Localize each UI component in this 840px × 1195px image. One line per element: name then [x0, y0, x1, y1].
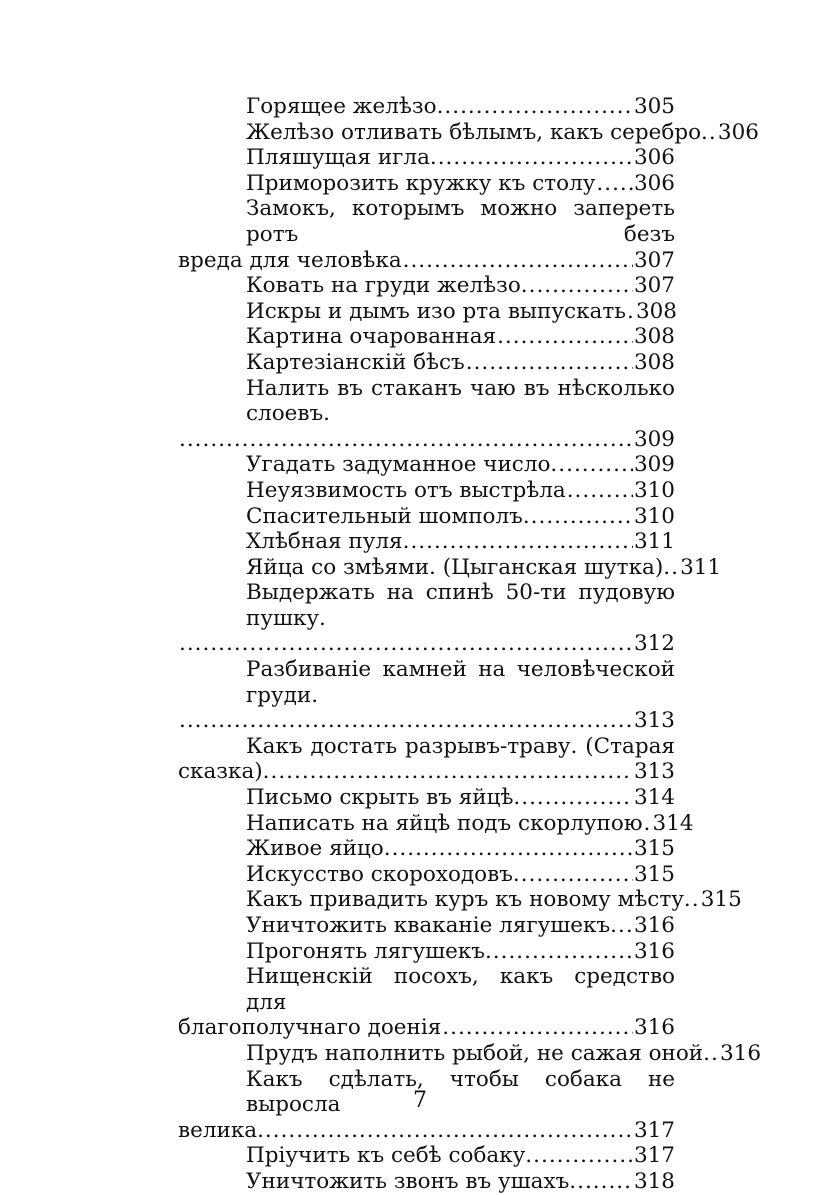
- toc-page-number: 308: [635, 298, 677, 324]
- toc-page-number: 312: [633, 631, 675, 657]
- dot-leader: [403, 248, 633, 274]
- toc-entry-title: Нищенскій посохъ, какъ средство для: [246, 964, 675, 1015]
- toc-entry: [178, 939, 675, 965]
- dot-leader: [521, 862, 633, 888]
- toc-entry: [178, 145, 675, 171]
- toc-entry: [178, 836, 675, 862]
- toc-entry-title: Какъ привадить куръ къ новому мѣсту.: [246, 887, 691, 913]
- dot-leader: [627, 299, 635, 325]
- toc-page-number: 307: [633, 247, 675, 273]
- toc-page-number: 311: [680, 554, 722, 580]
- toc-entry-title: Ковать на груди желѣзо.: [246, 273, 528, 299]
- dot-leader: [692, 887, 700, 913]
- toc-entry-title: Спасительный шомполъ.: [246, 503, 530, 529]
- toc-entry: [178, 376, 675, 453]
- toc-entry-title: велика.: [178, 1117, 264, 1143]
- toc-page-number: 318: [633, 1168, 675, 1194]
- dot-leader: [444, 94, 633, 120]
- dot-leader: [442, 1015, 633, 1041]
- toc-page-number: 317: [633, 1117, 675, 1143]
- dot-leader: [271, 759, 633, 785]
- toc-entry-title: Какъ сдѣлать, чтобы собака не выросла: [246, 1066, 675, 1118]
- toc-page-number: 306: [633, 170, 675, 196]
- toc-entry-title: Хлѣбная пуля.: [246, 529, 410, 555]
- toc-entry-title: Картезіанскій бѣсъ: [246, 349, 465, 375]
- toc-page-number: 316: [719, 1040, 762, 1066]
- toc-entry: [178, 478, 675, 504]
- dot-leader: [179, 631, 633, 657]
- dot-leader: [179, 427, 633, 453]
- toc-entry-title: благополучнаго доенія: [178, 1015, 442, 1041]
- toc-entry-title: Письмо скрыть въ яйцѣ.: [246, 785, 521, 811]
- toc-page-number: 308: [633, 324, 675, 350]
- toc-entry: [178, 1143, 675, 1169]
- dot-leader: [497, 324, 633, 350]
- toc-page-number: 314: [652, 810, 694, 836]
- dot-leader: [709, 120, 717, 146]
- toc-entry: [178, 887, 742, 913]
- toc-entry-title: Горящее желѣзо.: [246, 94, 444, 119]
- toc-page-number: 311: [633, 529, 675, 555]
- toc-page-number: 306: [717, 119, 759, 145]
- toc-entry-title: Уничтожить кваканіе лягушекъ.: [246, 913, 617, 938]
- toc-entry-title: Искусство скороходовъ.: [246, 861, 520, 887]
- toc-entry: [178, 734, 675, 785]
- toc-entry-title: Налить въ стаканъ чаю въ нѣсколько слоевъ.: [246, 375, 675, 427]
- toc-entry: [178, 1040, 762, 1067]
- toc-page-number: 317: [633, 1143, 675, 1169]
- toc-entry-title: Уничтожить звонъ въ ушахъ.: [246, 1168, 577, 1194]
- toc-page-number: 313: [633, 759, 675, 785]
- toc-entry-title: Прогонять лягушекъ.: [246, 938, 492, 964]
- toc-page-number: 309: [633, 426, 675, 452]
- toc-entry-title: Прудъ наполнить рыбой, не сажая оной.: [246, 1040, 710, 1066]
- toc-page-number: 314: [633, 785, 675, 811]
- dot-leader: [529, 273, 633, 299]
- toc-entry-title: Замокъ, которымъ можно запереть ротъ безъ: [246, 196, 675, 247]
- dot-leader: [644, 811, 652, 837]
- toc-entry: [178, 94, 675, 120]
- toc-entry-title: Картина очарованная: [246, 324, 497, 350]
- toc-entry-title: Искры и дымъ изо рта выпускать: [246, 298, 626, 324]
- toc-entry-title: Приморозить кружку къ столу: [246, 170, 596, 196]
- toc-entry-title: сказка).: [178, 759, 270, 785]
- toc-entry: [178, 810, 694, 837]
- toc-page-number: 313: [633, 708, 675, 734]
- dot-leader: [558, 452, 633, 478]
- dot-leader: [671, 555, 679, 581]
- toc-entry: [178, 913, 675, 939]
- toc-entry: [178, 785, 675, 811]
- toc-entry: [178, 529, 675, 555]
- toc-page-number: 310: [633, 503, 675, 529]
- toc-entry: [178, 964, 675, 1041]
- toc-entry-title: Желѣзо отливать бѣлымъ, какъ серебро.: [246, 119, 708, 145]
- toc-page-number: 308: [633, 349, 675, 375]
- table-of-contents: [178, 94, 762, 1195]
- dot-leader: [521, 785, 633, 811]
- dot-leader: [596, 171, 633, 197]
- toc-page-number: 309: [633, 452, 675, 478]
- toc-page-number: 315: [700, 887, 742, 913]
- toc-entry-title: Выдержать на спинѣ 50-ти пудовую пушку.: [246, 580, 675, 631]
- toc-page-number: 307: [633, 273, 675, 299]
- toc-entry-title: Написать на яйцѣ подъ скорлупою: [246, 810, 643, 836]
- toc-entry-title: Какъ достать разрывъ-траву. (Старая: [246, 733, 675, 759]
- toc-entry: [178, 273, 675, 299]
- dot-leader: [493, 939, 633, 965]
- toc-entry: [178, 452, 675, 478]
- dot-leader: [533, 1143, 633, 1169]
- toc-entry: [178, 554, 722, 581]
- dot-leader: [711, 1041, 719, 1067]
- toc-entry-title: Пляшущая игла.: [246, 145, 437, 171]
- dot-leader: [438, 145, 633, 171]
- dot-leader: [466, 350, 633, 376]
- toc-entry-title: Пріучить къ себѣ собаку.: [246, 1143, 533, 1169]
- toc-page-number: 315: [633, 836, 675, 862]
- toc-entry: [178, 171, 675, 197]
- toc-entry: [178, 580, 675, 657]
- toc-page-number: 316: [633, 938, 675, 964]
- toc-entry-title: Неуязвимость отъ выстрѣла: [246, 477, 566, 503]
- toc-entry: [178, 862, 675, 888]
- toc-page-number: 310: [633, 477, 675, 503]
- dot-leader: [179, 708, 633, 734]
- dot-leader: [410, 529, 632, 555]
- toc-entry: [178, 324, 675, 350]
- toc-page-number: 315: [633, 861, 675, 887]
- toc-page-number: 316: [633, 1015, 675, 1041]
- toc-entry: [178, 119, 759, 146]
- dot-leader: [618, 913, 633, 939]
- toc-entry: [178, 657, 675, 734]
- dot-leader: [392, 836, 633, 862]
- toc-entry: [178, 504, 675, 530]
- toc-entry-title: вреда для человѣка: [178, 247, 402, 273]
- dot-leader: [567, 478, 633, 504]
- toc-entry-title: Угадать задуманное число.: [246, 452, 558, 478]
- page-number: 7: [413, 1088, 427, 1113]
- dot-leader: [265, 1118, 633, 1144]
- toc-entry-title: Разбиваніе камней на человѣческой груди.: [246, 657, 675, 708]
- toc-page-number: 306: [633, 145, 675, 171]
- toc-page-number: 316: [633, 913, 675, 938]
- toc-entry: [178, 196, 675, 273]
- toc-entry-title: Яйца со змѣями. (Цыганская шутка).: [246, 554, 671, 580]
- toc-entry: [178, 299, 675, 325]
- dot-leader: [531, 504, 633, 530]
- toc-page-number: 305: [633, 94, 675, 119]
- toc-entry: [178, 350, 675, 376]
- toc-entry-title: Живое яйцо.: [246, 836, 391, 862]
